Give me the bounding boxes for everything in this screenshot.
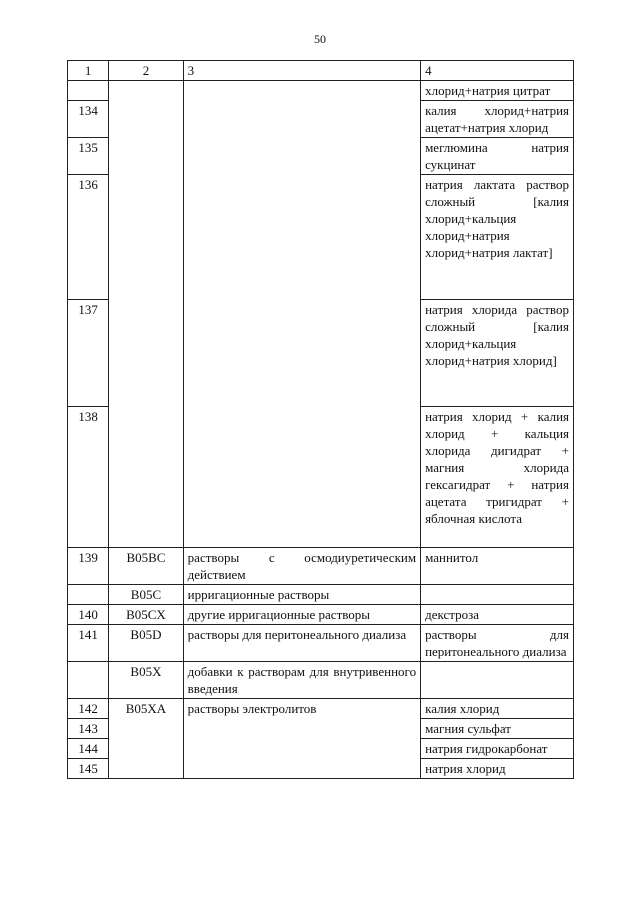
page-number: 50: [314, 32, 326, 46]
header-cell-3: 3: [183, 61, 420, 81]
header-cell-4: 4: [421, 61, 574, 81]
atc-description: добавки к растворам для внутривенного введения: [183, 662, 420, 699]
table-row: [68, 625, 574, 662]
table-row: [68, 662, 574, 699]
drug-name: растворы для перитонеального диализа: [421, 625, 574, 662]
header-cell-2: 2: [109, 61, 183, 81]
table-header-row: [68, 61, 574, 81]
atc-description: растворы для перитонеального диализа: [183, 625, 420, 662]
atc-description: ирригационные растворы: [183, 585, 420, 605]
atc-description: [183, 81, 420, 548]
row-number: [68, 81, 109, 101]
table-row: [68, 585, 574, 605]
row-number: 134: [68, 101, 109, 138]
drug-name: [421, 585, 574, 605]
row-number: [68, 585, 109, 605]
atc-code: B05C: [109, 585, 183, 605]
drug-name: калия хлорид: [421, 699, 574, 719]
row-number: 135: [68, 138, 109, 175]
atc-description: растворы электролитов: [183, 699, 420, 779]
atc-code: B05CX: [109, 605, 183, 625]
row-number: 142: [68, 699, 109, 719]
atc-description: растворы с осмодиуретическим действием: [183, 548, 420, 585]
row-number: 139: [68, 548, 109, 585]
drug-name: натрия гидрокарбонат: [421, 739, 574, 759]
drug-name: магния сульфат: [421, 719, 574, 739]
drug-name: натрия хлорид: [421, 759, 574, 779]
row-number: 144: [68, 739, 109, 759]
atc-code: B05D: [109, 625, 183, 662]
atc-code: [109, 81, 183, 548]
row-number: 136: [68, 175, 109, 300]
table-row: [68, 548, 574, 585]
drug-name: меглюмина натрия сукцинат: [421, 138, 574, 175]
table-row: [68, 81, 574, 101]
drug-name: хлорид+натрия цитрат: [421, 81, 574, 101]
drug-table: [67, 60, 574, 779]
row-number: 140: [68, 605, 109, 625]
row-number: 145: [68, 759, 109, 779]
drug-name: [421, 662, 574, 699]
row-number: 143: [68, 719, 109, 739]
header-cell-1: 1: [68, 61, 109, 81]
drug-name: калия хлорид+натрия ацетат+натрия хлорид: [421, 101, 574, 138]
table-row: [68, 605, 574, 625]
drug-name: натрия хлорид + калия хлорид + кальция хлорида дигидрат + магния хлорида гексагидрат + натрия ацетата тригидрат + яблочная кислота: [421, 407, 574, 548]
drug-name: натрия хлорида раствор сложный [калия хлорид+кальция хлорид+натрия хлорид]: [421, 300, 574, 407]
atc-description: другие ирригационные растворы: [183, 605, 420, 625]
drug-name: декстроза: [421, 605, 574, 625]
drug-name: натрия лактата раствор сложный [калия хлорид+кальция хлорид+натрия хлорид+натрия лактат]: [421, 175, 574, 300]
atc-code: B05BC: [109, 548, 183, 585]
atc-code: B05X: [109, 662, 183, 699]
row-number: 137: [68, 300, 109, 407]
atc-code: B05XA: [109, 699, 183, 779]
row-number: [68, 662, 109, 699]
row-number: 138: [68, 407, 109, 548]
table-row: [68, 699, 574, 719]
row-number: 141: [68, 625, 109, 662]
drug-name: маннитол: [421, 548, 574, 585]
